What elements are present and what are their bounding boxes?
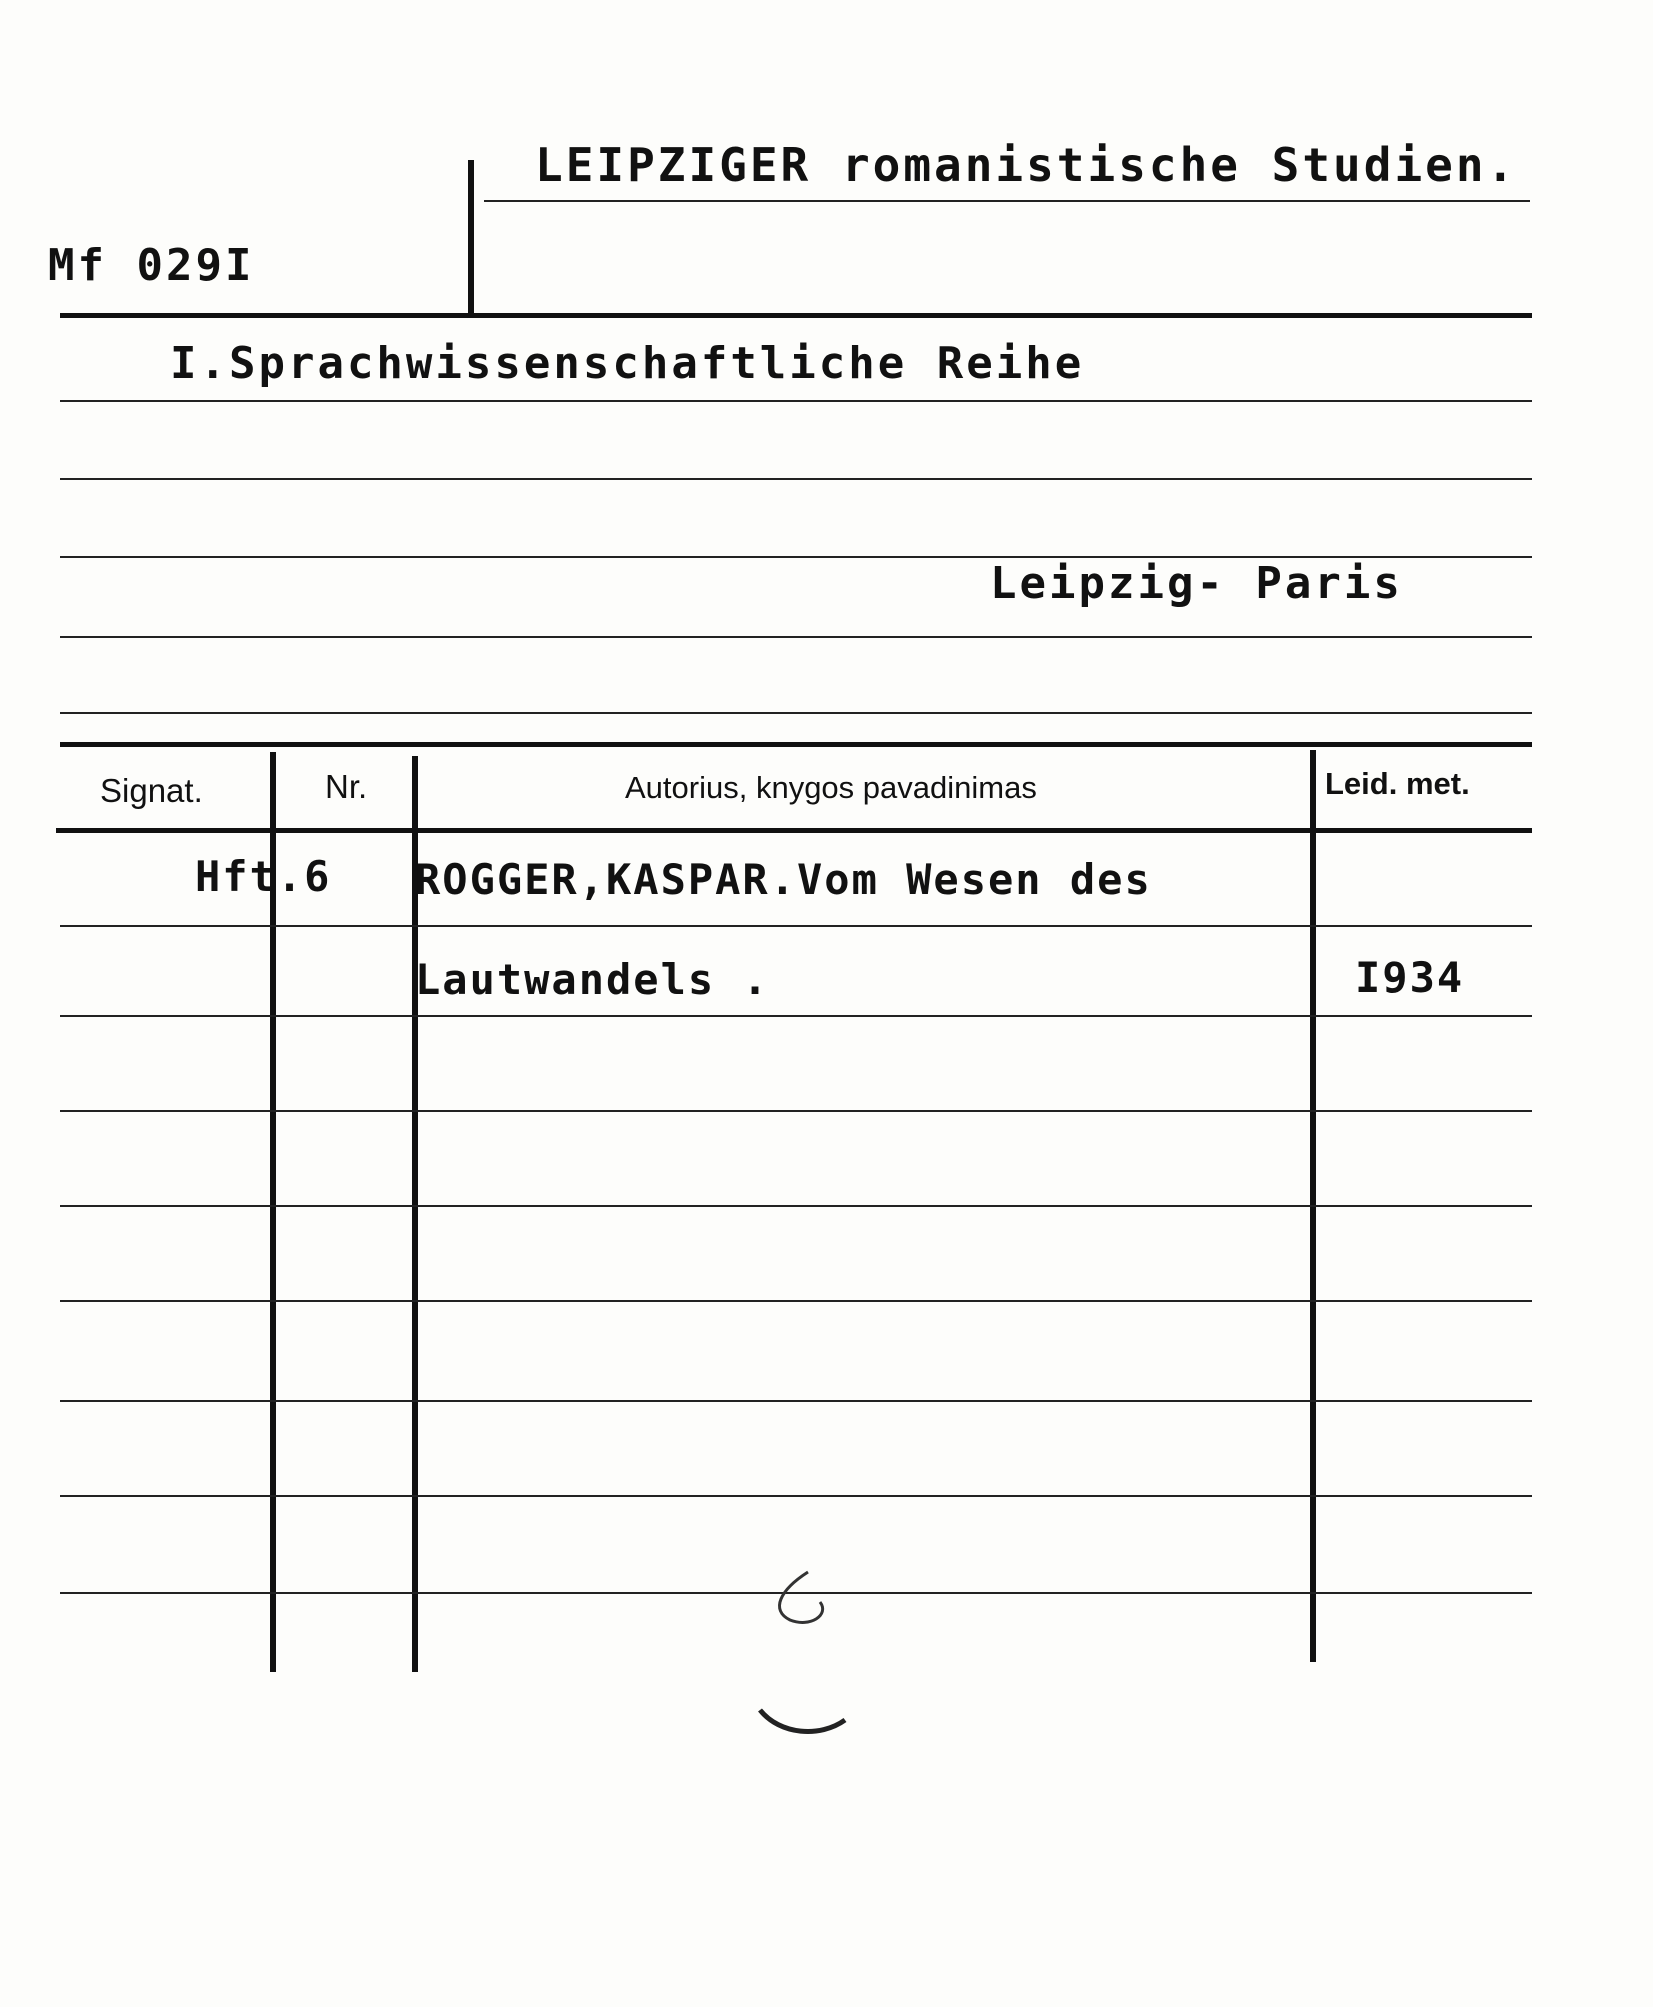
header-nr: Nr. (325, 768, 368, 805)
row-2-year: I934 (1355, 953, 1465, 1002)
ruled-line (60, 712, 1532, 714)
table-row-rule (60, 1110, 1532, 1112)
header-title: Autorius, knygos pavadinimas (625, 770, 1037, 805)
header-heavy-rule (60, 313, 1532, 318)
subseries-line: I.Sprachwissenschaftliche Reihe (170, 338, 1085, 389)
header-signat: Signat. (100, 772, 203, 809)
ruled-line (60, 636, 1532, 638)
table-row-rule (60, 925, 1532, 927)
header-year: Leid. met. (1325, 766, 1470, 801)
series-title: LEIPZIGER romanistische Studien. (535, 138, 1518, 192)
table-top-rule (60, 742, 1532, 747)
pencil-mark (750, 1560, 860, 1750)
ruled-line (60, 478, 1532, 480)
table-row-rule (60, 1205, 1532, 1207)
header-divider (468, 160, 474, 315)
ruled-line (60, 400, 1532, 402)
call-number: Mf 029I (48, 240, 255, 291)
table-row-rule (60, 1495, 1532, 1497)
title-underline (484, 200, 1530, 202)
table-row-rule (60, 1015, 1532, 1017)
row-1-title: ROGGER,KASPAR.Vom Wesen des (415, 855, 1152, 904)
table-row-rule (60, 1400, 1532, 1402)
place-line: Leipzig- Paris (990, 558, 1403, 609)
row-2-title: Lautwandels . (415, 955, 770, 1004)
table-row-rule (60, 1300, 1532, 1302)
row-1-nr: Hft.6 (195, 852, 332, 901)
